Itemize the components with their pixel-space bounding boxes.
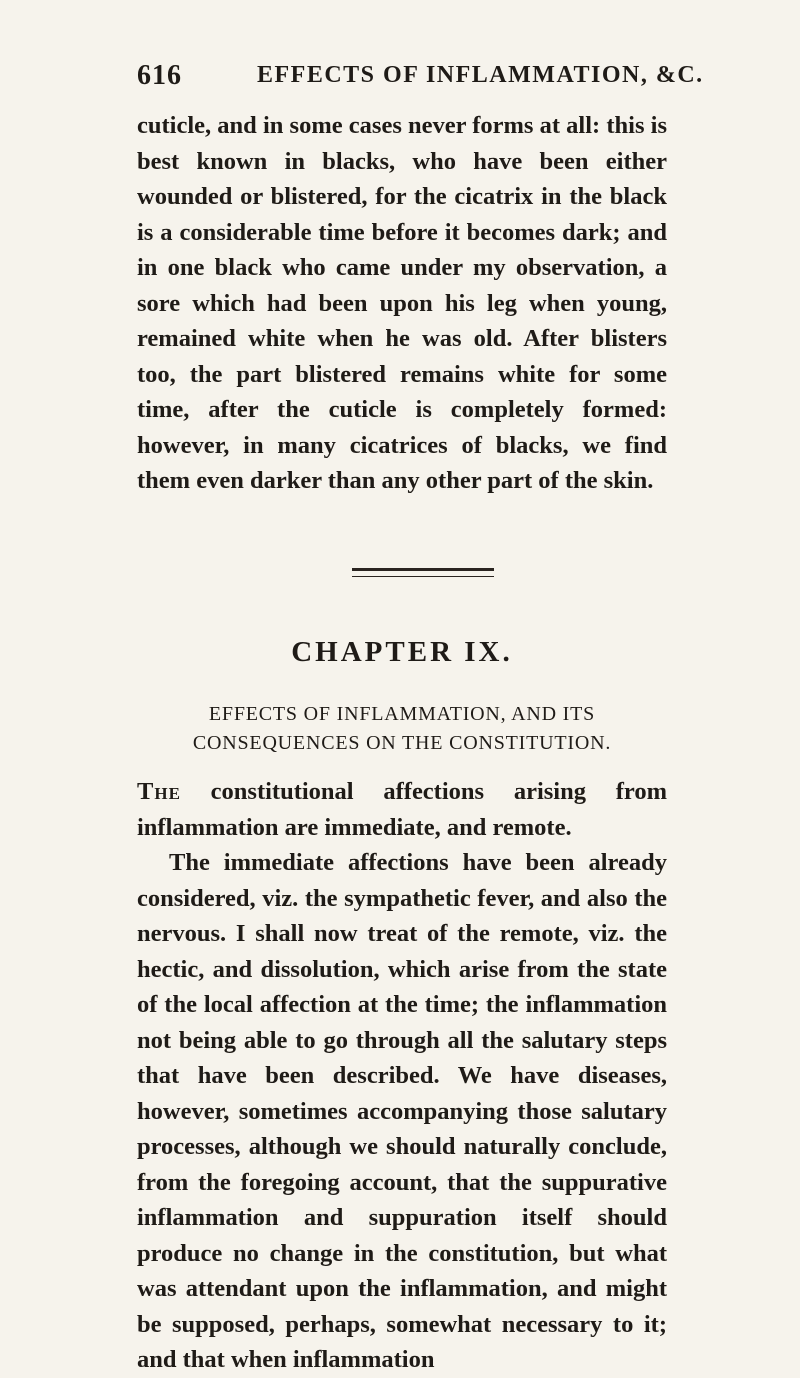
page-number: 616 [137,60,182,91]
opening-word: The [137,778,181,805]
chapter-body [137,774,667,1378]
chapter-paragraph-1 [137,774,667,845]
section-divider-thick [352,568,494,571]
paragraph-text: cuticle, and in some cases never forms at all: this is best known in blacks, who have been either wounded or blistered, for the cicatrix in the black is a considerable time before it becomes dark; and in one black who came under my observation, a sore which had been upon his leg when young, remained white when he was old. After blisters too, the part blistered remains white for some time, after the cuticle is completely formed: however, in many cicatrices of blacks, we find them even darker than any other part of the skin. [137,112,667,494]
chapter-title: CHAPTER IX. [291,636,513,668]
chapter-subtitle: EFFECTS OF INFLAMMATION, AND ITS CONSEQUENCES ON THE CONSTITUTION. [192,703,612,754]
running-head [137,60,704,100]
running-title: EFFECTS OF INFLAMMATION, &C. [257,62,704,88]
section-divider-thin [352,576,494,577]
paragraph-1-text: constitutional affections arising from inflammation are immediate, and remote. [137,778,667,841]
continued-paragraph [137,108,667,499]
chapter-paragraph-2: The immediate affections have been already considered, viz. the sympathetic fever, and also the nervous. I shall now treat of the remote, viz. the hectic, and dissolution, which arise from the state of the local affection at the time; the inflammation not being able to go through all the salutary steps that have been described. We have diseases, however, sometimes accompanying those salutary processes, although we should naturally conclude, from the foregoing account, that the suppurative inflammation and suppuration itself should produce no change in the constitution, but what was attendant upon the inflammation, and might be supposed, perhaps, somewhat necessary to it; and that when inflammation [137,849,667,1373]
